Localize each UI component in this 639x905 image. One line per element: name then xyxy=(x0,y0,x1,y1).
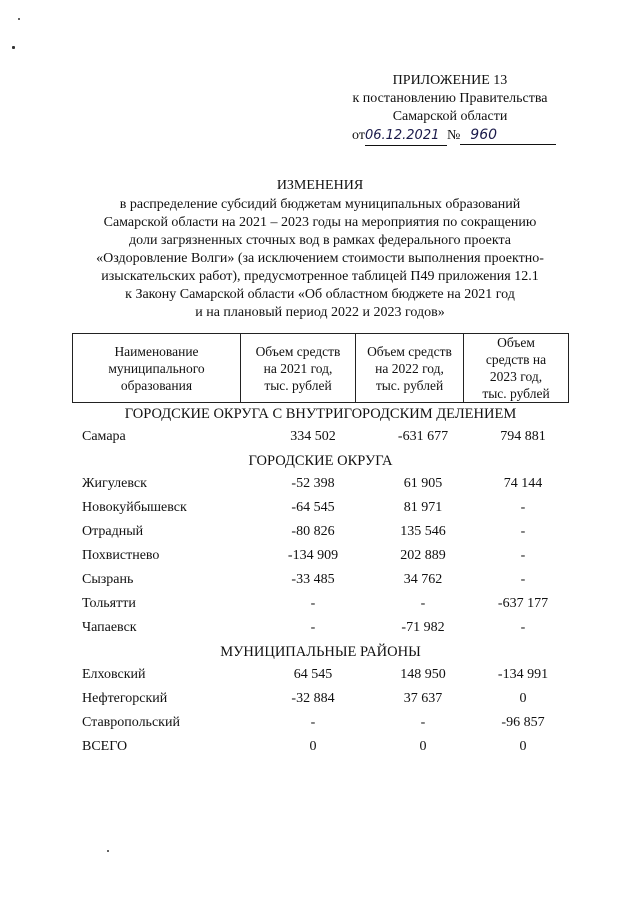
title-line: «Оздоровление Волги» (за исключением стоимости выполнения проектно- xyxy=(96,251,544,266)
scan-speck xyxy=(107,850,109,852)
title-line: и на плановый период 2022 и 2023 годов» xyxy=(195,305,445,320)
cell-2021: 0 xyxy=(309,739,317,754)
table-row xyxy=(82,474,562,494)
cell-2023: 794 881 xyxy=(500,429,546,444)
cell-2021: -80 826 xyxy=(291,524,335,539)
title-line: изыскательских работ), предусмотренное таблицей П49 приложения 12.1 xyxy=(101,269,539,284)
cell-name: Елховский xyxy=(82,667,146,682)
cell-2023: -134 991 xyxy=(497,667,549,682)
cell-2021: -32 884 xyxy=(291,691,335,706)
section-title: МУНИЦИПАЛЬНЫЕ РАЙОНЫ xyxy=(220,644,421,660)
cell-2022: 0 xyxy=(419,739,427,754)
cell-2023: 0 xyxy=(519,691,527,706)
table-row xyxy=(82,522,562,542)
cell-2021: 334 502 xyxy=(290,429,336,444)
date-number-line xyxy=(352,126,557,144)
cell-2021: 64 545 xyxy=(293,667,333,682)
cell-2022: - xyxy=(420,596,426,611)
cell-2021: - xyxy=(310,715,316,730)
cell-2023: -637 177 xyxy=(497,596,549,611)
cell-2022: 34 762 xyxy=(403,572,443,587)
handwritten-number: 960 xyxy=(460,126,556,145)
cell-name: ВСЕГО xyxy=(82,739,128,754)
table-header xyxy=(72,333,569,403)
cell-2021: -134 909 xyxy=(287,548,339,563)
column-header-2023: Объем средств на 2023 год, тыс. рублей xyxy=(482,335,550,401)
table-row xyxy=(82,665,562,685)
cell-name: Жигулевск xyxy=(82,476,147,491)
title-line: к Закону Самарской области «Об областном бюджете на 2021 год xyxy=(125,287,515,302)
cell-2022: 61 905 xyxy=(403,476,443,491)
cell-2023: 74 144 xyxy=(503,476,543,491)
table-row xyxy=(82,570,562,590)
cell-2023: - xyxy=(520,548,526,563)
cell-name: Сызрань xyxy=(82,572,134,587)
cell-2021: - xyxy=(310,596,316,611)
table-row xyxy=(82,594,562,614)
table-row xyxy=(82,427,562,447)
title-line: Самарской области на 2021 – 2023 годы на мероприятия по сокращению xyxy=(103,215,537,230)
cell-2023: -96 857 xyxy=(501,715,545,730)
cell-name: Чапаевск xyxy=(82,620,137,635)
cell-2023: - xyxy=(520,524,526,539)
title-line: доли загрязненных сточных вод в рамках федерального проекта xyxy=(129,233,511,248)
cell-2021: -64 545 xyxy=(291,500,335,515)
appendix-line-3: Самарской области xyxy=(392,109,508,124)
cell-name: Отрадный xyxy=(82,524,144,539)
cell-2021: -33 485 xyxy=(291,572,335,587)
table-row xyxy=(82,618,562,638)
document-heading: ИЗМЕНЕНИЯ xyxy=(276,178,364,193)
appendix-line-2: к постановлению Правительства xyxy=(352,91,548,106)
scan-speck xyxy=(18,18,20,20)
cell-name: Ставропольский xyxy=(82,715,180,730)
cell-2022: 148 950 xyxy=(400,667,446,682)
number-prefix: № xyxy=(446,128,461,143)
cell-2022: 135 546 xyxy=(400,524,446,539)
cell-name: Тольятти xyxy=(82,596,136,611)
column-header-name: Наименование муниципального образования xyxy=(108,343,205,393)
scan-speck xyxy=(12,46,15,49)
cell-2021: - xyxy=(310,620,316,635)
appendix-label: ПРИЛОЖЕНИЕ 13 xyxy=(392,73,508,88)
cell-name: Похвистнево xyxy=(82,548,160,563)
cell-name: Самара xyxy=(82,429,126,444)
cell-2023: 0 xyxy=(519,739,527,754)
cell-name: Нефтегорский xyxy=(82,691,168,706)
column-header-2022: Объем средств на 2022 год, тыс. рублей xyxy=(367,343,452,393)
cell-2022: - xyxy=(420,715,426,730)
cell-2022: -71 982 xyxy=(401,620,445,635)
table-row xyxy=(82,498,562,518)
cell-2021: -52 398 xyxy=(291,476,335,491)
table-row xyxy=(82,713,562,733)
cell-2022: 37 637 xyxy=(403,691,443,706)
cell-2023: - xyxy=(520,572,526,587)
cell-2022: 81 971 xyxy=(403,500,443,515)
title-line: в распределение субсидий бюджетам муниципальных образований xyxy=(119,197,521,212)
document-title xyxy=(60,196,580,322)
column-header-2021: Объем средств на 2021 год, тыс. рублей xyxy=(255,343,341,393)
date-prefix: от xyxy=(352,128,365,143)
section-title: ГОРОДСКИЕ ОКРУГА С ВНУТРИГОРОДСКИМ ДЕЛЕНИЕМ xyxy=(124,406,517,422)
cell-2022: 202 889 xyxy=(400,548,446,563)
total-row xyxy=(82,737,562,757)
table-row xyxy=(82,689,562,709)
section-title: ГОРОДСКИЕ ОКРУГА xyxy=(248,453,393,469)
table-row xyxy=(82,546,562,566)
cell-2023: - xyxy=(520,500,526,515)
handwritten-date: 06.12.2021 xyxy=(365,127,447,146)
cell-2023: - xyxy=(520,620,526,635)
cell-2022: -631 677 xyxy=(397,429,449,444)
cell-name: Новокуйбышевск xyxy=(82,500,187,515)
